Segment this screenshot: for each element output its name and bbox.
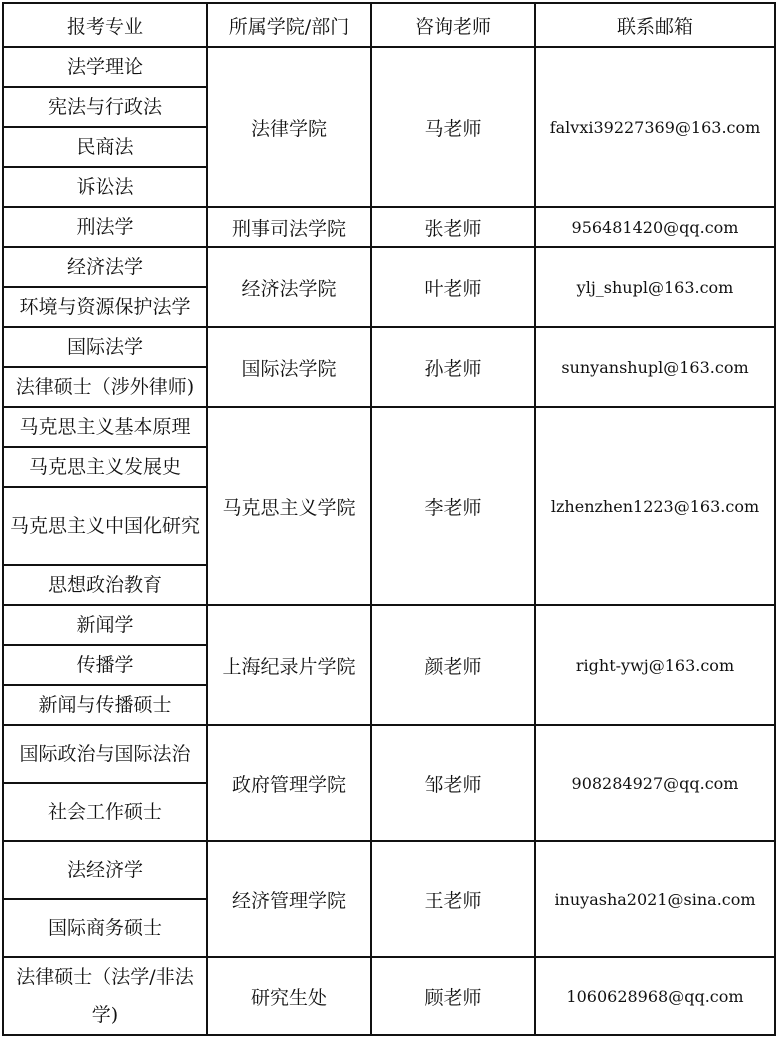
major-cell: 新闻学 [3,605,207,645]
table-row [3,247,775,287]
major-cell: 马克思主义中国化研究 [3,487,207,565]
dept-cell: 国际法学院 [207,327,371,407]
header-email: 联系邮箱 [535,3,775,47]
major-cell: 社会工作硕士 [3,783,207,841]
header-dept: 所属学院/部门 [207,3,371,47]
email-cell: inuyasha2021@sina.com [535,841,775,957]
teacher-cell: 邹老师 [371,725,535,841]
email-cell: lzhenzhen1223@163.com [535,407,775,605]
email-cell: sunyanshupl@163.com [535,327,775,407]
teacher-cell: 孙老师 [371,327,535,407]
table-row [3,957,775,1035]
email-cell: 1060628968@qq.com [535,957,775,1035]
dept-cell: 法律学院 [207,47,371,207]
email-cell: 908284927@qq.com [535,725,775,841]
major-cell: 国际商务硕士 [3,899,207,957]
major-cell: 思想政治教育 [3,565,207,605]
major-cell: 法经济学 [3,841,207,899]
table-row [3,207,775,247]
teacher-cell: 李老师 [371,407,535,605]
major-cell: 法律硕士（法学/非法学) [3,957,207,1035]
dept-cell: 政府管理学院 [207,725,371,841]
header-row [3,3,775,47]
major-cell: 诉讼法 [3,167,207,207]
teacher-cell: 王老师 [371,841,535,957]
major-cell: 经济法学 [3,247,207,287]
email-cell: falvxi39227369@163.com [535,47,775,207]
email-cell: ylj_shupl@163.com [535,247,775,327]
email-cell: 956481420@qq.com [535,207,775,247]
dept-cell: 上海纪录片学院 [207,605,371,725]
major-cell: 国际法学 [3,327,207,367]
major-cell: 法学理论 [3,47,207,87]
table-row [3,725,775,783]
major-cell: 法律硕士（涉外律师) [3,367,207,407]
major-cell: 刑法学 [3,207,207,247]
header-teacher: 咨询老师 [371,3,535,47]
table-row [3,605,775,645]
major-cell: 马克思主义基本原理 [3,407,207,447]
major-cell: 新闻与传播硕士 [3,685,207,725]
major-cell: 马克思主义发展史 [3,447,207,487]
major-cell: 传播学 [3,645,207,685]
contact-table [2,2,776,1036]
table-row [3,47,775,87]
major-cell: 国际政治与国际法治 [3,725,207,783]
teacher-cell: 颜老师 [371,605,535,725]
email-cell: right-ywj@163.com [535,605,775,725]
dept-cell: 经济法学院 [207,247,371,327]
header-major: 报考专业 [3,3,207,47]
major-cell: 宪法与行政法 [3,87,207,127]
major-cell: 民商法 [3,127,207,167]
major-cell: 环境与资源保护法学 [3,287,207,327]
teacher-cell: 马老师 [371,47,535,207]
dept-cell: 经济管理学院 [207,841,371,957]
table-row [3,841,775,899]
dept-cell: 马克思主义学院 [207,407,371,605]
teacher-cell: 张老师 [371,207,535,247]
teacher-cell: 叶老师 [371,247,535,327]
dept-cell: 刑事司法学院 [207,207,371,247]
table-row [3,407,775,447]
dept-cell: 研究生处 [207,957,371,1035]
teacher-cell: 顾老师 [371,957,535,1035]
table-row [3,327,775,367]
